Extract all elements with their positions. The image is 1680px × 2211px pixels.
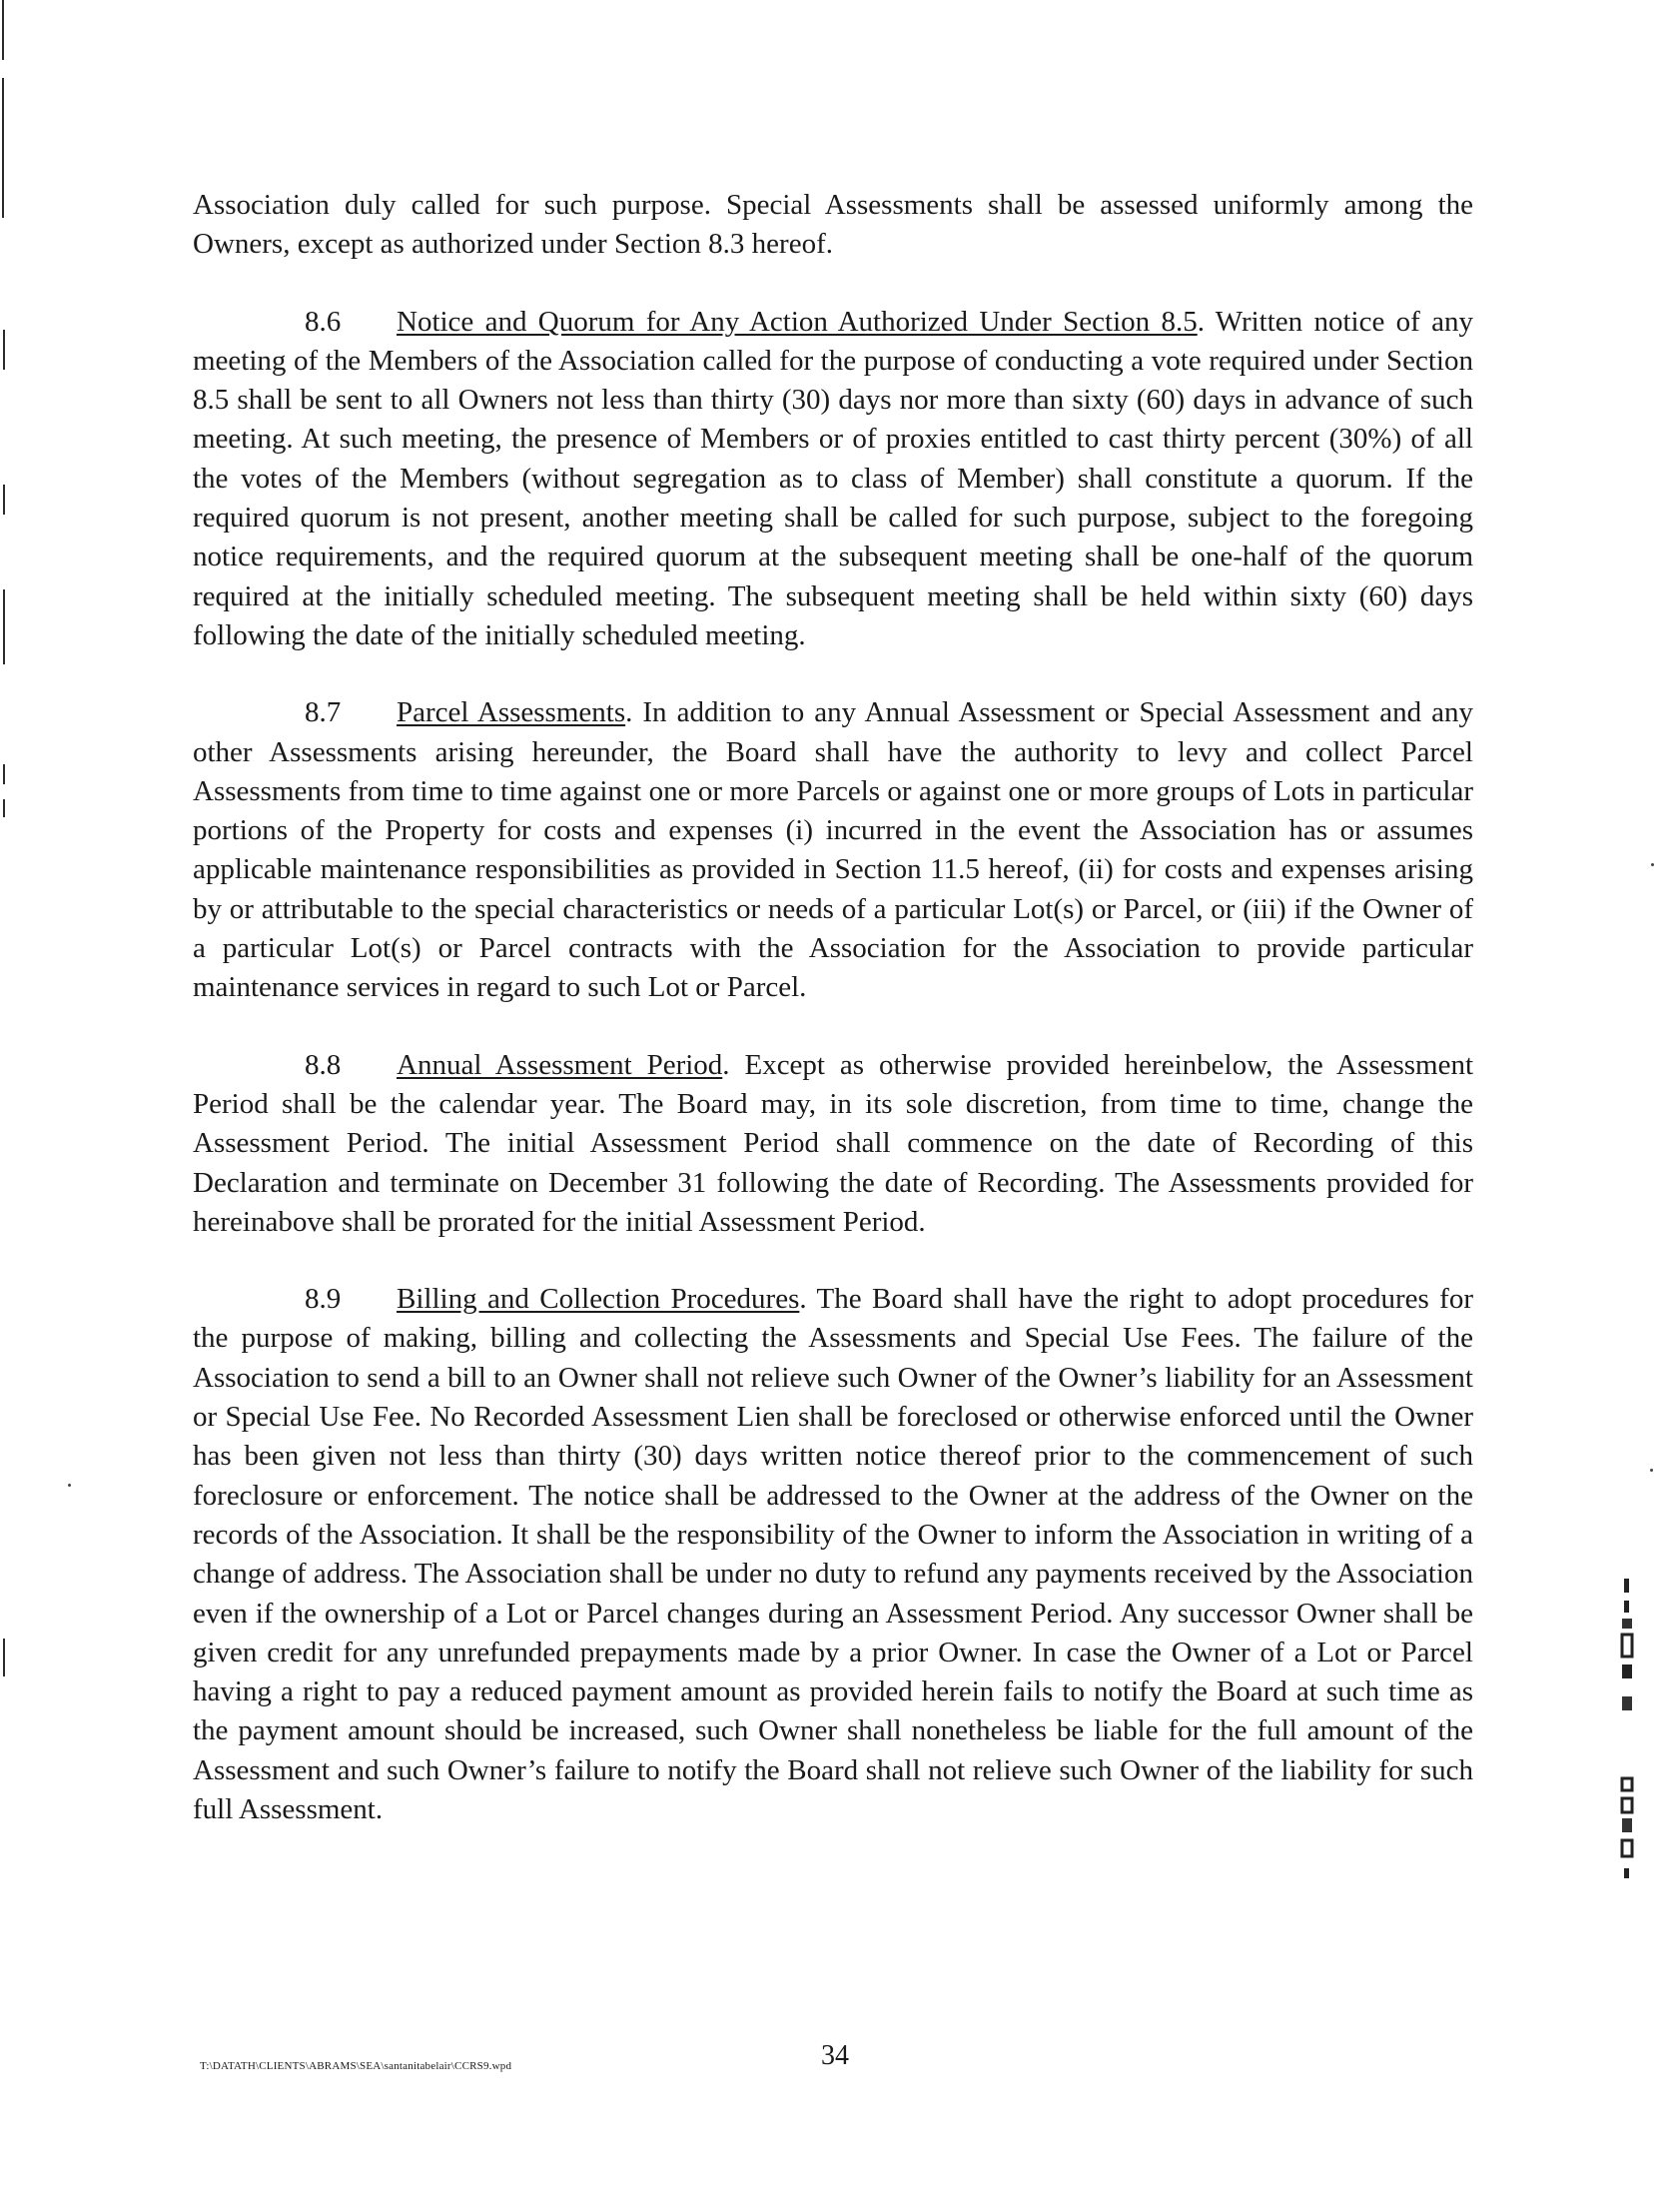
recording-stamp-graphic bbox=[1616, 1579, 1646, 1938]
paragraph-continuation: Association duly called for such purpose. Special Assessments shall be assessed uniformly among the Owners, except as authorized under Section 8.3 hereof. bbox=[193, 189, 1473, 261]
section-number: 8.7 bbox=[305, 696, 342, 729]
section-8-6 bbox=[193, 303, 1473, 656]
section-body: . In addition to any Annual Assessment or Special Assessment and any other Assessments arising hereunder, the Board shall have the authority to levy and collect Parcel Assessments from time to time against one or more Parcels or against one or more groups of Lots in particular portions of the Property for costs and expenses (i) incurred in the event the Association has or assumes applicable maintenance responsibilities as provided in Section 11.5 hereof, (ii) for costs and expenses arising by or attributable to the special characteristics or needs of a particular Lot(s) or Parcel, or (iii) if the Owner of a particular Lot(s) or Parcel contracts with the Association for the Association to provide particular maintenance services in regard to such Lot or Parcel. bbox=[193, 696, 1474, 1004]
footer-file-path: T:\DATATH\CLIENTS\ABRAMS\SEA\santanitabelair\CCRS9.wpd bbox=[200, 2060, 512, 2072]
section-title: Annual Assessment Period bbox=[397, 1048, 723, 1081]
section-8-7 bbox=[193, 693, 1473, 1007]
scan-speck bbox=[68, 1484, 71, 1487]
document-body bbox=[193, 186, 1473, 1867]
section-title: Billing and Collection Procedures bbox=[397, 1283, 800, 1316]
section-title: Notice and Quorum for Any Action Authorized Under Section 8.5 bbox=[397, 305, 1198, 338]
scan-mark bbox=[3, 485, 5, 515]
section-body: . Except as otherwise provided hereinbelow, the Assessment Period shall be the calendar year. The Board may, in its sole discretion, from time to time, change the Assessment Period. The initial Assessment Period shall commence on the date of Recording of this Declaration and terminate on December 31 following the date of Recording. The Assessments provided for hereinabove shall be prorated for the initial Assessment Period. bbox=[193, 1048, 1474, 1238]
section-number: 8.8 bbox=[305, 1048, 342, 1081]
section-8-9 bbox=[193, 1280, 1473, 1829]
scan-mark bbox=[3, 330, 5, 370]
scan-mark bbox=[3, 1639, 5, 1676]
scan-speck bbox=[1651, 863, 1654, 866]
scan-mark bbox=[3, 589, 5, 664]
section-body: . The Board shall have the right to adopt procedures for the purpose of making, billing and collecting the Assessments and Special Use Fees. The failure of the Association to send a bill to an Owner shall not relieve such Owner of the Owner’s liability for an Assessment or Special Use Fee. No Recorded Assessment Lien shall be foreclosed or otherwise enforced until the Owner has been given not less than thirty (30) days written notice thereof prior to the commencement of such foreclosure or enforcement. The notice shall be addressed to the Owner at the address of the Owner on the records of the Association. It shall be the responsibility of the Owner to inform the Association in writing of a change of address. The Association shall be under no duty to refund any payments received by the Association even if the ownership of a Lot or Parcel changes during an Assessment Period. Any successor Owner shall be given credit for any unrefunded prepayments made by a prior Owner. In case the Owner of a Lot or Parcel having a right to pay a reduced payment amount as provided herein fails to notify the Board at such time as the payment amount should be increased, such Owner shall nonetheless be liable for the full amount of the Assessment and such Owner’s failure to notify the Board shall not relieve such Owner of the liability for such full Assessment. bbox=[193, 1283, 1473, 1825]
section-body: . Written notice of any meeting of the Members of the Association called for the purpose of conducting a vote required under Section 8.5 shall be sent to all Owners not less than thirty (30) days nor more than sixty (60) days in advance of such meeting. At such meeting, the presence of Members or of proxies entitled to cast thirty percent (30%) of all the votes of the Members (without segregation as to class of Member) shall constitute a quorum. If the required quorum is not present, another meeting shall be called for such purpose, subject to the foregoing notice requirements, and the required quorum at the subsequent meeting shall be one-half of the quorum required at the initially scheduled meeting. The subsequent meeting shall be held within sixty (60) days following the date of the initially scheduled meeting. bbox=[193, 305, 1473, 651]
scan-mark bbox=[3, 799, 5, 817]
section-number: 8.9 bbox=[305, 1283, 342, 1316]
page-number: 34 bbox=[821, 2040, 849, 2071]
section-number: 8.6 bbox=[305, 305, 342, 338]
scan-mark bbox=[2, 78, 4, 218]
scan-speck bbox=[1650, 1469, 1653, 1472]
scan-mark bbox=[2, 0, 4, 60]
scan-mark bbox=[3, 764, 5, 784]
section-8-8 bbox=[193, 1046, 1473, 1242]
section-title: Parcel Assessments bbox=[397, 696, 626, 729]
